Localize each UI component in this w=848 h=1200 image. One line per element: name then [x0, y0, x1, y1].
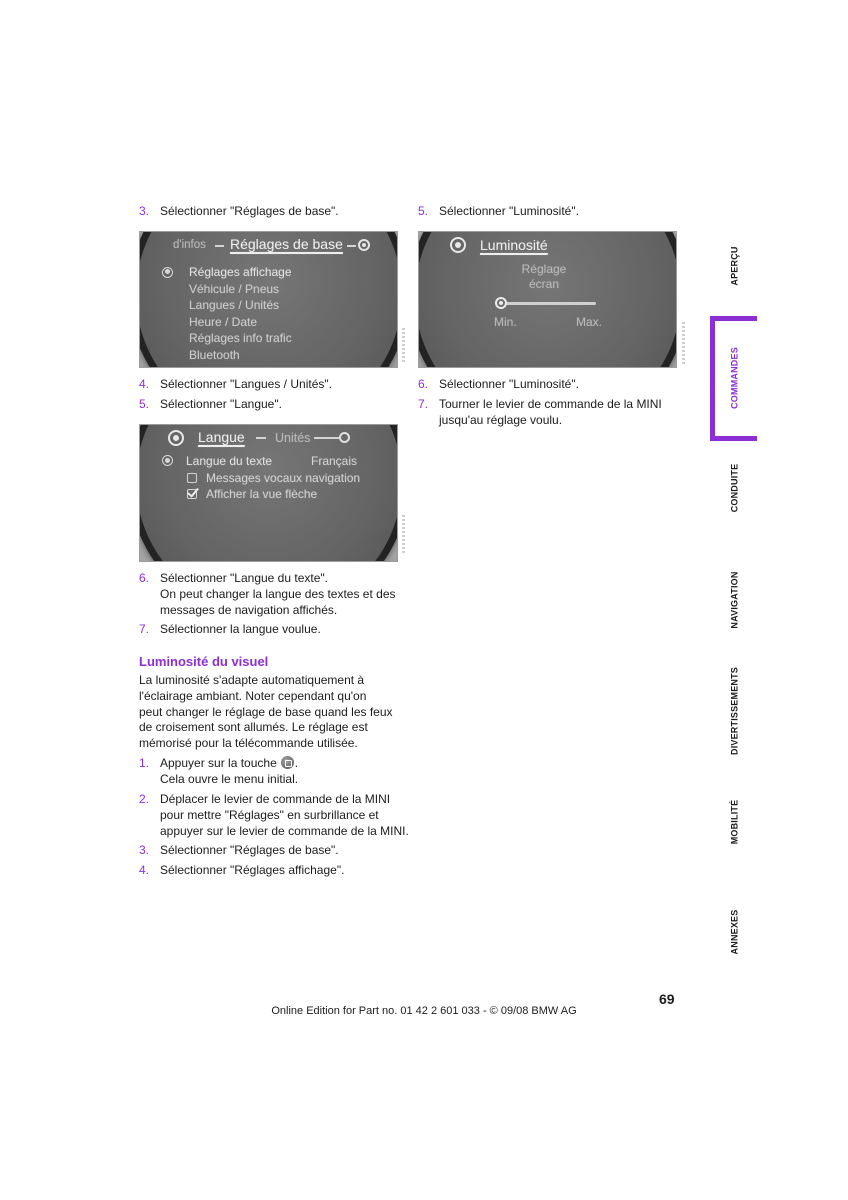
- next-tab-label: Unités: [275, 431, 311, 445]
- menu-item: Réglages info trafic: [189, 331, 292, 346]
- setting-label-line: écran: [528, 277, 560, 291]
- step-text: appuyer sur le levier de commande de la MINI.: [160, 823, 409, 838]
- menu-title: Réglages de base: [230, 236, 343, 252]
- step-select-base-settings-2: [139, 843, 401, 859]
- controller-radio-icon: [358, 239, 370, 251]
- step-number: 4.: [139, 377, 150, 391]
- step-select-text-language: [139, 571, 401, 618]
- step-text: Sélectionner "Réglages de base".: [160, 843, 339, 857]
- tab-separator: [314, 437, 339, 439]
- step-text: Sélectionner "Langue".: [160, 397, 282, 411]
- breadcrumb-separator: [215, 245, 224, 247]
- step-select-display-settings: [139, 863, 401, 879]
- tab-mobilite: MOBILITÉ: [729, 799, 740, 845]
- checkbox-icon: [187, 489, 197, 499]
- tab-commandes: COMMANDES: [729, 347, 740, 409]
- step-number: 5.: [418, 204, 429, 218]
- step-number: 5.: [139, 397, 150, 411]
- step-select-language: [139, 397, 401, 413]
- image-reference-mark: [682, 322, 685, 364]
- menu-item: Heure / Date: [189, 314, 258, 329]
- step-text: pour mettre "Réglages" en surbrillance et: [160, 807, 379, 822]
- brightness-slider-knob: [495, 297, 507, 309]
- selection-marker-icon: [162, 267, 173, 278]
- step-highlight-settings: [139, 792, 409, 839]
- step-text: Sélectionner "Réglages de base".: [160, 204, 339, 218]
- slider-min-label: Min.: [494, 315, 517, 329]
- step-turn-controller: [418, 397, 680, 429]
- tab-divertissements: DIVERTISSEMENTS: [729, 666, 740, 756]
- step-number: 4.: [139, 863, 150, 877]
- step-press-menu-key: [139, 756, 401, 788]
- paragraph-line: l'éclairage ambiant. Noter cependant qu'on: [139, 688, 367, 703]
- step-text: Sélectionner "Langues / Unités".: [160, 377, 332, 391]
- screenshot-language-menu: [139, 424, 398, 562]
- step-text: Déplacer le levier de commande de la MINI: [160, 792, 391, 806]
- step-number: 7.: [139, 622, 150, 636]
- brightness-slider-track: [498, 302, 596, 305]
- step-text-before-icon: Appuyer sur la touche: [160, 756, 277, 770]
- menu-item: Véhicule / Pneus: [189, 281, 280, 296]
- menu-item: Langues / Unités: [189, 298, 280, 313]
- step-text: [160, 756, 401, 772]
- section-paragraph: [139, 673, 393, 752]
- step-select-base-settings: [139, 204, 401, 220]
- step-number: 2.: [139, 792, 150, 806]
- screenshot-base-settings-menu: [139, 231, 398, 368]
- menu-key-icon: [281, 756, 294, 769]
- step-select-brightness-2: [418, 377, 680, 393]
- controller-radio-icon: [450, 237, 466, 253]
- paragraph-line: La luminosité s'adapte automatiquement à: [139, 673, 365, 687]
- menu-list: [189, 264, 292, 364]
- controller-radio-icon: [168, 430, 184, 446]
- step-number: 3.: [139, 843, 150, 857]
- edition-footer: Online Edition for Part no. 01 42 2 601 033 - © 09/08 BMW AG: [271, 1005, 577, 1017]
- step-text: Tourner le levier de commande de la MINI: [439, 397, 662, 411]
- option-label: Afficher la vue flèche: [206, 487, 318, 501]
- breadcrumb-previous: d'infos: [173, 239, 206, 251]
- step-text: Sélectionner "Luminosité".: [439, 377, 579, 391]
- setting-label-line: Réglage: [521, 262, 567, 276]
- page-number: 69: [659, 991, 675, 1007]
- step-text: Sélectionner "Langue du texte".: [160, 571, 328, 585]
- section-heading: Luminosité du visuel: [139, 654, 269, 669]
- step-text: Sélectionner "Luminosité".: [439, 204, 579, 218]
- step-note: Cela ouvre le menu initial.: [160, 771, 299, 786]
- screenshot-brightness-menu: [418, 231, 677, 368]
- step-text-after-icon: .: [294, 756, 299, 770]
- next-tab-circle-icon: [339, 432, 350, 443]
- option-label: Messages vocaux navigation: [206, 471, 361, 485]
- step-number: 1.: [139, 756, 150, 770]
- image-reference-mark: [402, 328, 405, 364]
- menu-title: Luminosité: [480, 237, 548, 253]
- step-number: 6.: [139, 571, 150, 585]
- title-separator: [256, 437, 266, 439]
- step-text: jusqu'au réglage voulu.: [439, 412, 563, 427]
- step-number: 3.: [139, 204, 150, 218]
- tab-apercu: APERÇU: [729, 246, 740, 286]
- menu-title: Langue: [198, 429, 245, 445]
- step-text: Sélectionner la langue voulue.: [160, 622, 321, 636]
- step-select-desired-language: [139, 622, 401, 638]
- step-note: On peut changer la langue des textes et des: [160, 586, 396, 601]
- setting-label: Langue du texte: [186, 454, 273, 468]
- step-note: messages de navigation affichés.: [160, 602, 338, 617]
- step-number: 7.: [418, 397, 429, 411]
- tab-conduite: CONDUITE: [729, 463, 740, 513]
- paragraph-line: peut changer le réglage de base quand les feux: [139, 704, 393, 719]
- tab-navigation: NAVIGATION: [729, 571, 740, 629]
- checkbox-icon: [187, 473, 197, 483]
- paragraph-line: de croisement sont allumés. Le réglage est: [139, 720, 368, 735]
- paragraph-line: mémorisé pour la télécommande utilisée.: [139, 736, 358, 750]
- step-select-languages-units: [139, 377, 401, 393]
- menu-item: Réglages affichage: [189, 265, 292, 279]
- title-separator: [347, 245, 356, 247]
- setting-value: Français: [311, 454, 358, 468]
- step-select-brightness: [418, 204, 680, 220]
- slider-max-label: Max.: [576, 315, 603, 329]
- step-text: Sélectionner "Réglages affichage".: [160, 863, 345, 877]
- tab-annexes: ANNEXES: [729, 909, 740, 955]
- step-number: 6.: [418, 377, 429, 391]
- image-reference-mark: [402, 515, 405, 555]
- selection-marker-icon: [162, 455, 173, 466]
- menu-item: Bluetooth: [189, 347, 240, 362]
